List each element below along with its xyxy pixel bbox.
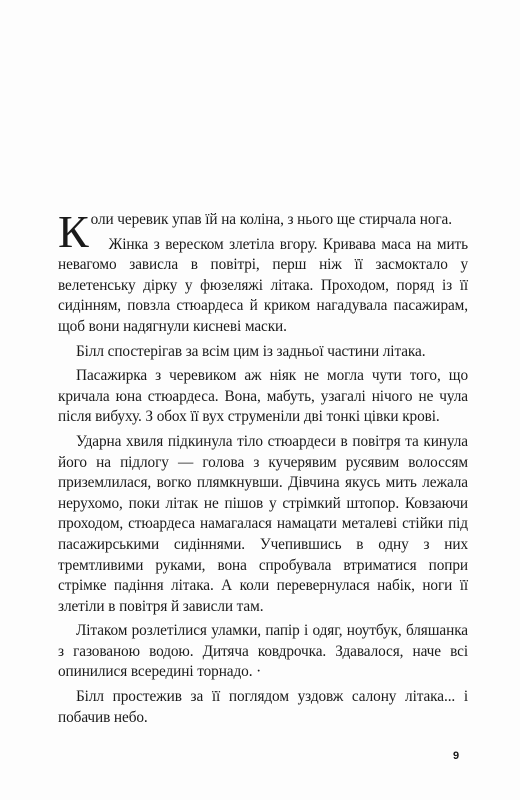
- paragraph-3: Білл спостерігав за всім цим із задньої частини літака.: [76, 342, 426, 360]
- paragraph-4: Пасажирка з черевиком аж ніяк не могла чути того, що кричала юна стюардеса. Вона, мабуть, узагалі нічого не чула після вибуху. З обох її вух струменіли дві тонкі цівки крові.: [58, 367, 468, 426]
- paragraph-1: [58, 206, 468, 257]
- page-number: 9: [453, 750, 460, 762]
- paragraph-7: Білл простежив за її поглядом уздовж салону літака... і побачив небо.: [58, 688, 468, 726]
- drop-cap: К: [58, 206, 89, 257]
- paragraph-text: оли черевик упав їй на коліна, з нього ще стирчала нога.: [90, 211, 452, 228]
- paragraph-6: Літаком розлетілися уламки, папір і одяг, ноутбук, бляшанка з газованою водою. Дитяча ковдрочка. Здавалося, наче всі опинилися всередині торнадо. ·: [58, 622, 468, 681]
- paragraph-2: Жінка з вереском злетіла вгору. Кривава маса на мить невагомо зависла в повітрі, перш ніж її засмоктало у велетенську дірку у фюзеляжі літака. Проходом, поряд із її сидінням, повзла стюардеса й криком нагадувала пасажирам, щоб вони надягнули кисневі маски.: [58, 235, 468, 335]
- paragraph-5: Ударна хвиля підкинула тіло стюардеси в повітря та кинула його на підлогу — голова з кучерявим русявим волоссям приземлилася, вогко плямкнувши. Дівчина якусь мить лежала нерухомо, поки літак не пішов у стрімкий штопор. Ковзаючи проходом, стюардеса намагалася намацати металеві стійки під пасажирськими сидіннями. Учепившись в одну з них тремтливими руками, вона спробувала втриматися попри стрімке падіння літака. А коли перевернулася набік, ноги її злетіли в повітря й зависли там.: [58, 432, 468, 615]
- body-text: [58, 206, 468, 732]
